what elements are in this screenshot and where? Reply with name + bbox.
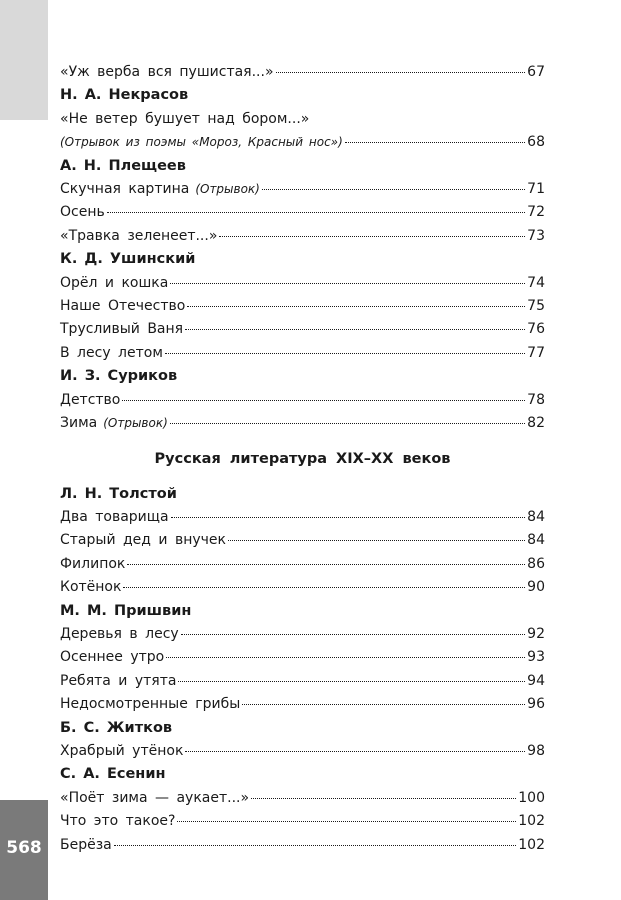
toc-entry[interactable] — [60, 61, 545, 84]
toc-entry[interactable] — [60, 131, 545, 154]
toc-entry[interactable] — [60, 693, 545, 716]
author-heading: М. М. Пришвин — [60, 602, 192, 619]
page-tab-top — [0, 0, 48, 120]
toc-entry-title: Что это такое? — [60, 813, 176, 830]
dot-leader — [127, 564, 525, 565]
toc-entry-title: Осень — [60, 204, 105, 221]
toc-entry-title: Филипок — [60, 555, 126, 572]
table-of-contents — [60, 61, 545, 857]
toc-entry[interactable] — [60, 670, 545, 693]
toc-entry-page: 67 — [527, 64, 545, 80]
toc-entry[interactable] — [60, 740, 545, 763]
toc-entry[interactable] — [60, 576, 545, 599]
toc-entry-page: 84 — [527, 532, 545, 549]
toc-entry-title: Два товарища — [60, 508, 169, 525]
dot-leader — [242, 704, 525, 705]
toc-entry-title: Котёнок — [60, 579, 122, 596]
toc-entry[interactable] — [60, 834, 545, 857]
author-heading: С. А. Есенин — [60, 766, 166, 783]
dot-leader — [170, 283, 525, 284]
toc-entry[interactable] — [60, 412, 545, 435]
dot-leader — [165, 353, 525, 354]
section-heading: Русская литература XIX–XX веков — [154, 450, 451, 467]
toc-entry[interactable] — [60, 787, 545, 810]
dot-leader — [228, 540, 525, 541]
toc-entry-title: Скучная картина — [60, 181, 190, 198]
dot-leader — [107, 212, 525, 213]
author-heading: Н. А. Некрасов — [60, 87, 189, 104]
toc-entry-title: Зима — [60, 415, 98, 432]
toc-entry[interactable] — [60, 178, 545, 201]
toc-entry-title: В лесу летом — [60, 344, 163, 361]
toc-entry-page: 98 — [527, 742, 545, 759]
toc-entry-page: 76 — [527, 321, 545, 338]
dot-leader — [251, 798, 516, 799]
toc-entry[interactable] — [60, 646, 545, 669]
toc-entry[interactable] — [60, 201, 545, 224]
dot-leader — [171, 517, 526, 518]
toc-entry[interactable] — [60, 553, 545, 576]
toc-entry[interactable] — [60, 810, 545, 833]
dot-leader — [276, 72, 526, 73]
toc-entry-page: 100 — [518, 789, 545, 806]
toc-entry-title: Осеннее утро — [60, 649, 165, 666]
toc-entry-title: «Уж верба вся пушистая...» — [60, 64, 274, 80]
toc-entry[interactable] — [60, 623, 545, 646]
toc-entry[interactable] — [60, 389, 545, 412]
dot-leader — [345, 142, 525, 143]
dot-leader — [114, 845, 517, 846]
toc-entry-page: 94 — [527, 672, 545, 689]
toc-entry[interactable] — [60, 342, 545, 365]
toc-entry-title: Наше Отечество — [60, 298, 186, 315]
author-heading: А. Н. Плещеев — [60, 157, 186, 174]
toc-entry-page: 68 — [527, 134, 545, 151]
page-number: 568 — [6, 838, 42, 858]
toc-entry-page: 102 — [518, 836, 545, 853]
toc-entry-title: Ребята и утята — [60, 672, 177, 689]
author-heading: Б. С. Житков — [60, 719, 173, 736]
toc-entry-page: 72 — [527, 204, 545, 221]
toc-entry-page: 75 — [527, 298, 545, 315]
dot-leader — [187, 306, 525, 307]
toc-entry-title: Недосмотренные грибы — [60, 696, 241, 713]
toc-entry-page: 102 — [518, 813, 545, 830]
dot-leader — [181, 634, 526, 635]
toc-entry-page: 96 — [527, 696, 545, 713]
toc-entry-title: Храбрый утёнок — [60, 742, 184, 759]
toc-entry-title: «Травка зеленеет...» — [60, 227, 218, 244]
toc-entry[interactable] — [60, 529, 545, 552]
toc-entry-title: Старый дед и внучек — [60, 532, 227, 549]
dot-leader — [262, 189, 525, 190]
toc-entry-page: 77 — [527, 344, 545, 361]
dot-leader — [185, 329, 525, 330]
toc-entry-title: Орёл и кошка — [60, 274, 169, 291]
dot-leader — [219, 236, 525, 237]
toc-title-line: «Не ветер бушует над бором...» — [60, 110, 310, 127]
toc-entry-title: Деревья в лесу — [60, 625, 179, 642]
dot-leader — [170, 423, 525, 424]
dot-leader — [123, 587, 525, 588]
author-heading: И. З. Суриков — [60, 368, 178, 385]
toc-entry-page: 71 — [527, 181, 545, 198]
toc-entry-page: 90 — [527, 579, 545, 596]
toc-entry-page: 92 — [527, 625, 545, 642]
toc-entry-page: 84 — [527, 508, 545, 525]
toc-entry[interactable] — [60, 295, 545, 318]
toc-entry[interactable] — [60, 506, 545, 529]
dot-leader — [178, 681, 525, 682]
toc-entry-page: 93 — [527, 649, 545, 666]
toc-entry-title: Берёза — [60, 836, 112, 853]
toc-entry-note: (Отрывок) — [195, 182, 260, 197]
toc-entry-note: (Отрывок из поэмы «Мороз, Красный нос») — [60, 135, 343, 150]
toc-entry-page: 82 — [527, 415, 545, 432]
author-heading: К. Д. Ушинский — [60, 251, 196, 268]
toc-entry-note: (Отрывок) — [103, 416, 168, 431]
toc-entry-page: 73 — [527, 227, 545, 244]
toc-entry-page: 74 — [527, 274, 545, 291]
toc-entry[interactable] — [60, 225, 545, 248]
dot-leader — [177, 821, 516, 822]
dot-leader — [166, 657, 525, 658]
author-heading: Л. Н. Толстой — [60, 485, 177, 502]
dot-leader — [122, 400, 525, 401]
toc-entry-title: Детство — [60, 391, 121, 408]
toc-entry-title: «Поёт зима — аукает...» — [60, 789, 250, 806]
dot-leader — [185, 751, 525, 752]
toc-entry[interactable] — [60, 318, 545, 341]
toc-entry-title: Трусливый Ваня — [60, 321, 184, 338]
toc-entry-page: 78 — [527, 391, 545, 408]
toc-entry[interactable] — [60, 272, 545, 295]
toc-entry-page: 86 — [527, 555, 545, 572]
